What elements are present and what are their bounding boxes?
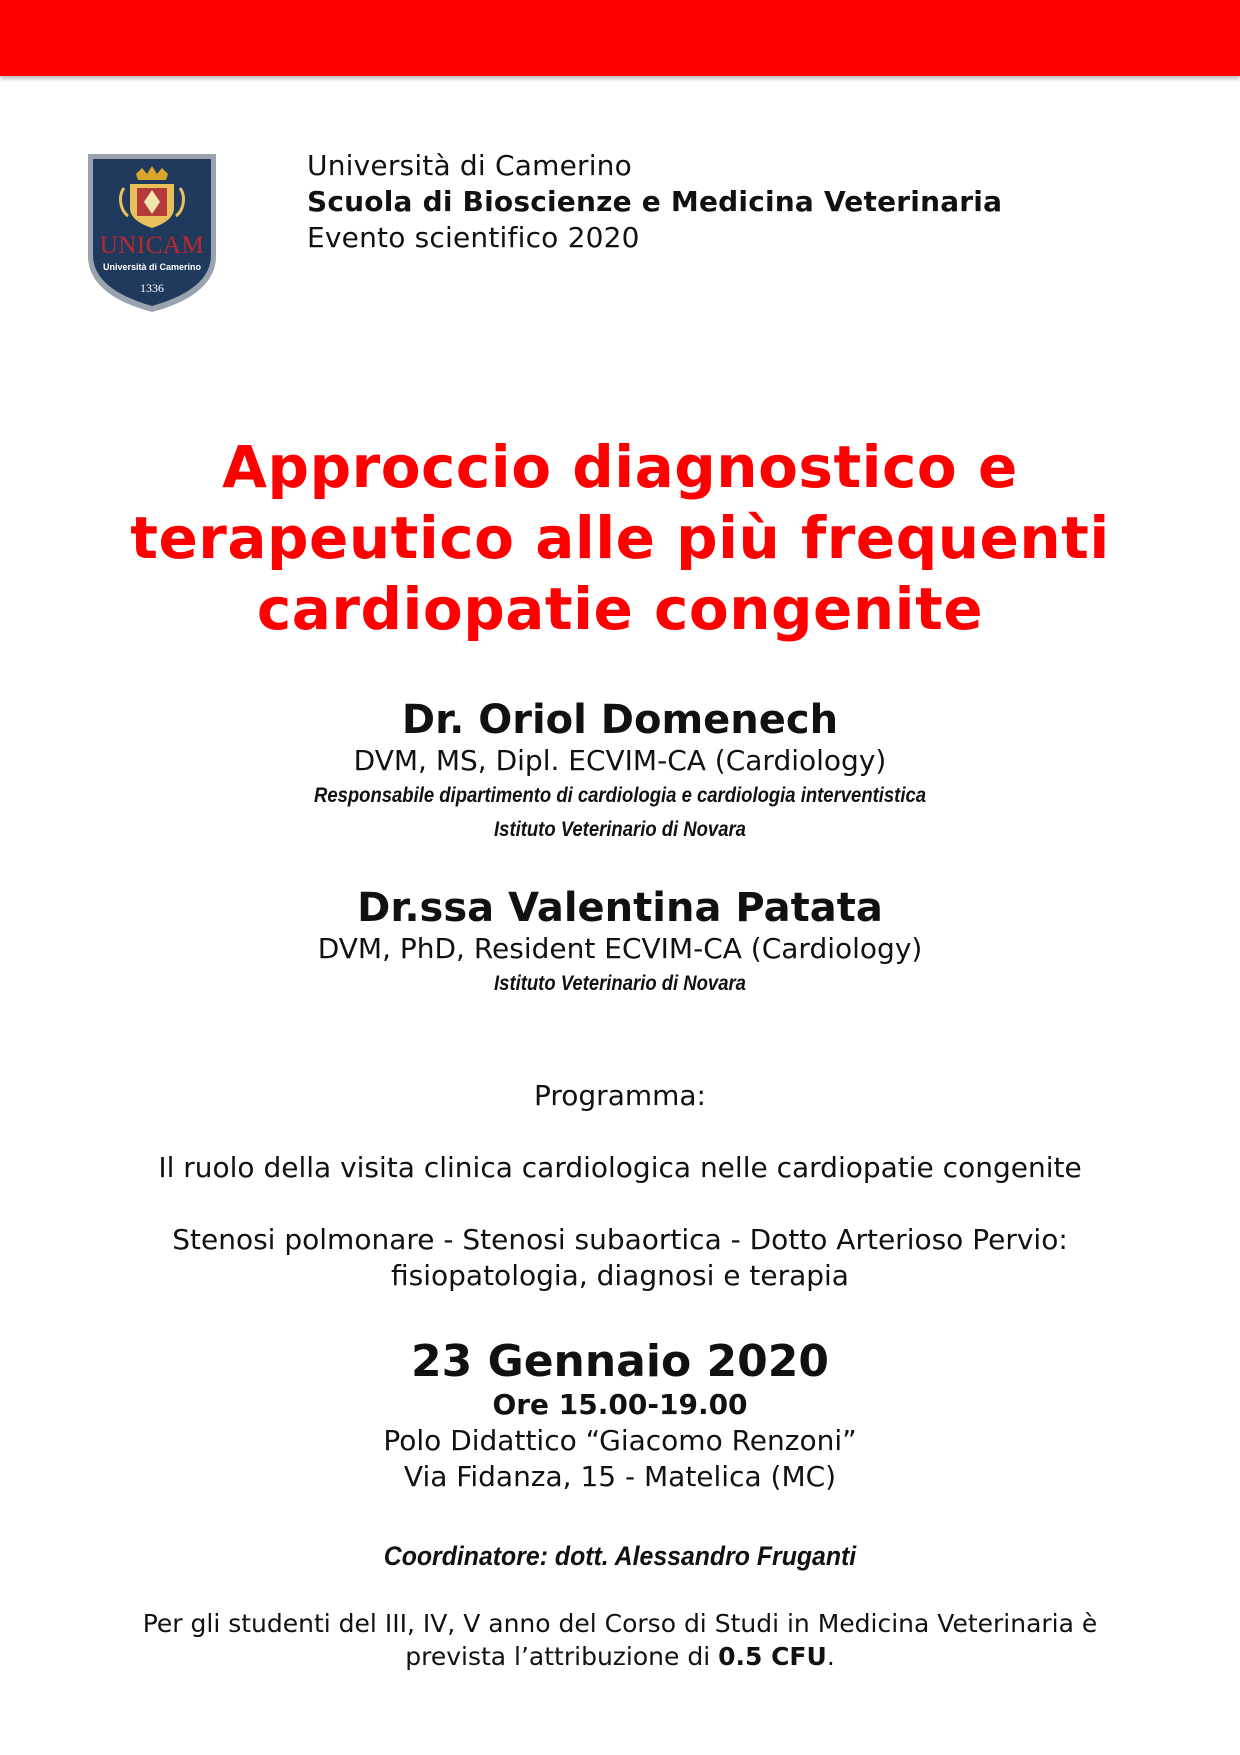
event-label: Evento scientifico 2020 [307,221,640,254]
program-item-2 [0,1222,1240,1294]
event-venue: Polo Didattico “Giacomo Renzoni” [383,1424,857,1457]
speaker-role: Responsabile dipartimento di cardiologia e cardiologia interventistica [313,784,927,807]
speaker-credentials: DVM, PhD, Resident ECVIM-CA (Cardiology) [317,932,923,965]
logo-year: 1336 [140,281,164,295]
note-line-2: prevista l’attribuzione di 0.5 CFU. [405,1642,835,1671]
event-title [0,432,1240,645]
title-line-1: Approccio diagnostico e [222,433,1018,501]
institution-block [307,148,1002,256]
speaker-2 [0,885,1240,1001]
university-name: Università di Camerino [307,149,632,182]
coordinator: Coordinatore: dott. Alessandro Fruganti [383,1541,857,1571]
program-heading: Programma: [533,1079,706,1112]
program-item-1: Il ruolo della visita clinica cardiologica nelle cardiopatie congenite [158,1151,1082,1184]
program-item-2-line-2: fisiopatologia, diagnosi e terapia [391,1259,849,1292]
speaker-institute: Istituto Veterinario di Novara [494,972,746,995]
speaker-institute: Istituto Veterinario di Novara [494,818,746,841]
speaker-1 [0,697,1240,847]
credits-note [0,1607,1240,1673]
speaker-name: Dr.ssa Valentina Patata [357,885,883,931]
credits-value: 0.5 CFU [718,1642,827,1671]
note-line-1: Per gli studenti del III, IV, V anno del Corso di Studi in Medicina Veterinaria è [142,1609,1098,1638]
speaker-credentials: DVM, MS, Dipl. ECVIM-CA (Cardiology) [353,744,887,777]
logo-wordmark: UNICAM [99,232,205,259]
header-bar [0,0,1240,76]
speaker-name: Dr. Oriol Domenech [401,697,839,743]
unicam-logo [86,152,218,314]
event-address: Via Fidanza, 15 - Matelica (MC) [403,1460,837,1493]
title-line-2: terapeutico alle più frequenti [130,504,1110,572]
event-details [0,1337,1240,1495]
event-time: Ore 15.00-19.00 [492,1388,748,1421]
school-name: Scuola di Bioscienze e Medicina Veterinaria [307,185,1003,218]
logo-subtitle: Università di Camerino [102,262,202,272]
program-item-2-line-1: Stenosi polmonare - Stenosi subaortica - Dotto Arterioso Pervio: [172,1223,1068,1256]
event-date: 23 Gennaio 2020 [411,1336,829,1387]
title-line-3: cardiopatie congenite [256,575,984,643]
